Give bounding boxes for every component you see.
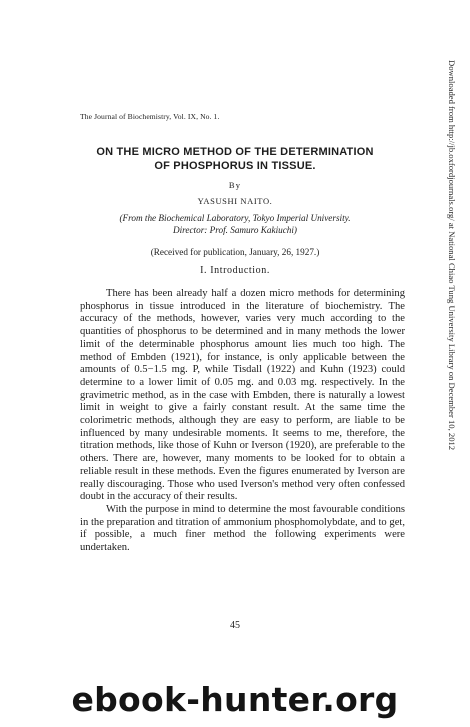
watermark-text: ebook-hunter.org [71,680,399,719]
affiliation-line-2: Director: Prof. Samuro Kakiuchi) [172,225,297,235]
paragraph: There has been already half a dozen micro methods for determining phosphorus in tissue introduced in the literature of biochemistry. The accuracy of the methods, however, varies very much according to the quantities of phosphorus to be determined and in many methods the lower limit of the determinable phosphorus amount lies much too high. The method of Embden (1921), for instance, is only applicable between the amounts of 0.5−1.5 mg. P, while Tisdall (1922) and Kuhn (1923) could determine to a lower limit of 0.05 mg. and 0.03 mg. respectively. In the gravimetric method, as in the case with Embden, there is naturally a lowest limit in weight to give a fairly constant result. At the same time the colorimetric methods, although they are easy to perform, are liable to be influenced by many undesirable moments. It seems to me, therefore, the titration methods, like those of Kuhn or Iverson (1920), are preferable to the others. There are, however, many moments to be looked for to obtain a reliable result in these methods. Even the figures enumerated by Iverson are really discouraging. Those who used Iverson's method very often confessed doubt in the accuracy of their results. [80,288,405,503]
journal-line: The Journal of Biochemistry, Vol. IX, No. 1. [80,112,220,121]
body-text [80,288,405,555]
page-number: 45 [230,620,240,631]
download-notice-text: Downloaded from http://jb.oxfordjournals.org/ at National Chiao Tung University Library on December 10, 2012 [447,60,457,451]
byline: By [228,180,242,190]
article-title-line-1: ON THE MICRO METHOD OF THE DETERMINATION [96,146,374,158]
download-notice [447,60,464,660]
received-date: (Received for publication, January, 26, 1927.) [150,247,320,257]
article-title-line-2: OF PHOSPHORUS IN TISSUE. [154,160,316,172]
section-heading: I. Introduction. [200,265,270,276]
author-name: YASUSHI NAITO. [197,196,273,206]
affiliation-line-1: (From the Biochemical Laboratory, Tokyo Imperial University. [119,213,351,223]
paragraph: With the purpose in mind to determine the most favourable conditions in the preparation and titration of ammonium phosphomolybdate, and to get, if possible, a much finer method the following experiments were undertaken. [80,503,405,554]
